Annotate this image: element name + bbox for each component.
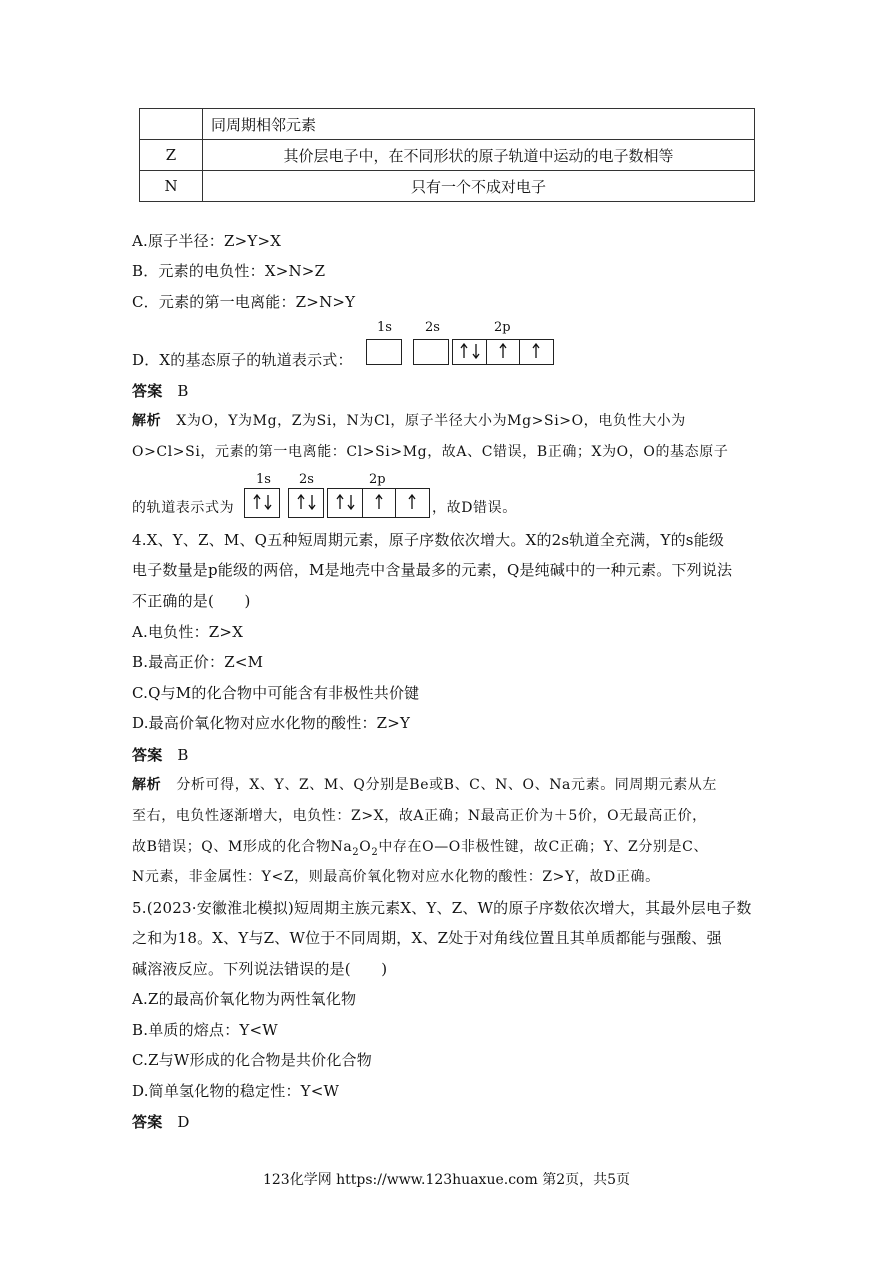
spin-down-arrow-icon <box>472 343 480 359</box>
question-stem: 电子数量是p能级的两倍，M是地壳中含量最多的元素，Q是纯碱中的一种元素。下列说法 <box>132 561 733 579</box>
explanation-text: N元素，非金属性：Y<Z，则最高价氧化物对应水化物的酸性：Z>Y，故D正确。 <box>132 869 660 885</box>
option-b: B.单质的熔点：Y<W <box>132 1021 278 1039</box>
spin-up-arrow-icon <box>532 343 540 359</box>
table-cell: 只有一个不成对电子 <box>203 171 755 202</box>
explanation-label: 解析 <box>132 777 162 793</box>
question-stem: 碱溶液反应。下列说法错误的是( ) <box>132 960 388 978</box>
spin-down-arrow-icon <box>347 494 355 510</box>
answer-label: 答案 <box>132 382 163 400</box>
explanation-text: O>Cl>Si，元素的第一电离能：Cl>Si>Mg，故A、C错误，B正确；X为O，O的基态原子 <box>132 444 729 460</box>
option-d: D．X的基态原子的轨道表示式： <box>132 351 353 369</box>
question-stem: 不正确的是( ) <box>132 592 251 610</box>
answer-line <box>132 745 189 765</box>
spin-up-arrow-icon <box>408 494 416 510</box>
explanation-text: X为O，Y为Mg，Z为Si，N为Cl，原子半径大小为Mg>Si>O，电负性大小为 <box>176 413 686 429</box>
explanation-text: 故B错误；Q、M形成的化合物$Na_2O_2$中存在O—O非极性键，故C正确；Y、Z分别是C、 <box>132 839 709 858</box>
orbital-label-2p: 2p <box>369 472 386 487</box>
explanation-text: ，故D错误。 <box>432 500 517 516</box>
orbital-box <box>244 488 280 518</box>
answer-value: D <box>177 1113 190 1131</box>
spin-down-arrow-icon <box>308 494 316 510</box>
option-b: B．元素的电负性：X>N>Z <box>132 262 326 280</box>
question-stem: 4.X、Y、Z、M、Q五种短周期元素，原子序数依次增大。X的2s轨道全充满，Y的s能级 <box>132 531 725 549</box>
spin-up-arrow-icon <box>460 343 468 359</box>
explanation-text: 的轨道表示式为 <box>132 500 235 516</box>
spin-up-arrow-icon <box>297 494 305 510</box>
table-cell: 其价层电子中，在不同形状的原子轨道中运动的电子数相等 <box>203 140 755 171</box>
orbital-box <box>327 488 363 518</box>
orbital-box <box>452 339 487 365</box>
explanation-line <box>132 775 717 795</box>
orbital-box <box>288 488 324 518</box>
answer-value: B <box>177 746 189 764</box>
orbital-box <box>486 339 520 365</box>
orbital-label-2p: 2p <box>494 320 511 335</box>
orbital-label-2s: 2s <box>425 320 440 335</box>
option-a: A.Z的最高价氧化物为两性氧化物 <box>132 990 357 1008</box>
option-a: A.电负性：Z>X <box>132 623 244 641</box>
question-stem: 之和为18。X、Y与Z、W位于不同周期，X、Z处于对角线位置且其单质都能与强酸、强 <box>132 929 722 947</box>
option-a: A.原子半径：Z>Y>X <box>132 232 282 250</box>
element-table <box>139 108 755 202</box>
orbital-box <box>413 339 449 365</box>
option-c: C．元素的第一电离能：Z>N>Y <box>132 293 356 311</box>
spin-up-arrow-icon <box>336 494 344 510</box>
answer-value: B <box>177 382 189 400</box>
spin-up-arrow-icon <box>253 494 261 510</box>
explanation-line <box>132 411 686 431</box>
option-d: D.最高价氧化物对应水化物的酸性：Z>Y <box>132 714 411 732</box>
orbital-label-1s: 1s <box>377 320 392 335</box>
question-stem: 5.(2023·安徽淮北模拟)短周期主族元素X、Y、Z、W的原子序数依次增大，其最外层电子数 <box>132 899 752 917</box>
option-d: D.简单氢化物的稳定性：Y<W <box>132 1082 340 1100</box>
option-b: B.最高正价：Z<M <box>132 653 264 671</box>
orbital-box <box>519 339 554 365</box>
answer-label: 答案 <box>132 1113 163 1131</box>
answer-line <box>132 381 189 401</box>
option-c: C.Z与W形成的化合物是共价化合物 <box>132 1051 372 1069</box>
orbital-label-1s: 1s <box>256 472 271 487</box>
table-cell: Z <box>140 140 203 171</box>
orbital-box <box>362 488 396 518</box>
orbital-box <box>366 339 402 365</box>
table-cell <box>140 109 203 140</box>
answer-label: 答案 <box>132 746 163 764</box>
answer-line <box>132 1112 190 1132</box>
table-cell: 同周期相邻元素 <box>203 109 755 140</box>
table-cell: N <box>140 171 203 202</box>
explanation-text: 分析可得，X、Y、Z、M、Q分别是Be或B、C、N、O、Na元素。同周期元素从左 <box>176 777 718 793</box>
orbital-box <box>395 488 430 518</box>
spin-up-arrow-icon <box>375 494 383 510</box>
explanation-text: 至右，电负性逐渐增大，电负性：Z>X，故A正确；N最高正价为＋5价，O无最高正价， <box>132 808 707 824</box>
orbital-label-2s: 2s <box>299 472 314 487</box>
explanation-label: 解析 <box>132 413 162 429</box>
page-footer: 123化学网 https://www.123huaxue.com 第2页，共5页 <box>262 1172 631 1188</box>
option-c: C.Q与M的化合物中可能含有非极性共价键 <box>132 684 420 702</box>
spin-down-arrow-icon <box>264 494 272 510</box>
spin-up-arrow-icon <box>499 343 507 359</box>
